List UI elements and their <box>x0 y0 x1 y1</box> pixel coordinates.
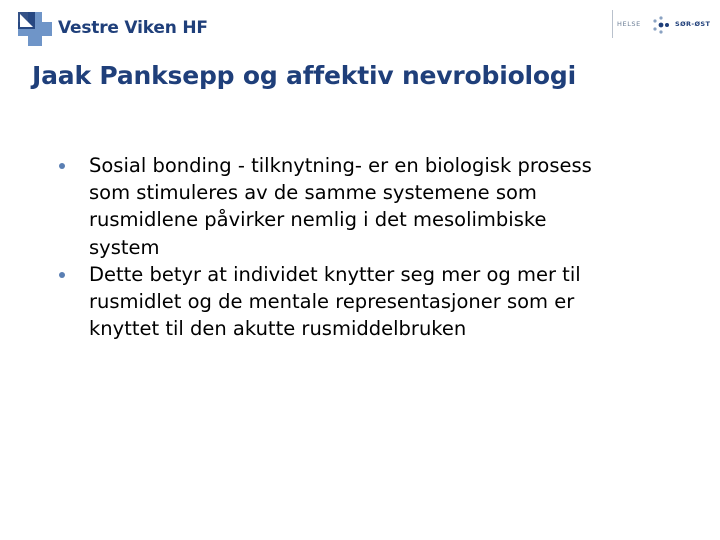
vestre-viken-logo <box>18 12 208 48</box>
bullet-item <box>57 261 597 343</box>
org-name: Vestre Viken HF <box>58 18 208 38</box>
bullet-item <box>57 152 597 261</box>
bullet-list <box>57 152 597 342</box>
vestre-viken-cross-icon <box>18 12 52 46</box>
logo-divider <box>612 10 613 38</box>
bullet-text: Sosial bonding - tilknytning- er en biologisk prosess som stimuleres av de samme systemene som rusmidlene påvirker nemlig i det mesolimbiske system <box>89 154 592 259</box>
helse-sor-ost-logo <box>612 10 716 38</box>
slide-title: Jaak Panksepp og affektiv nevrobiologi <box>32 61 576 90</box>
helse-dots-icon <box>650 14 672 36</box>
partner-logo-left-text: HELSE <box>617 20 641 28</box>
bullet-text: Dette betyr at individet knytter seg mer og mer til rusmidlet og de mentale representasjoner som er knyttet til den akutte rusmiddelbruken <box>89 262 581 341</box>
bullet-dot-icon <box>59 163 65 169</box>
bullet-dot-icon <box>59 272 65 278</box>
partner-logo-right-text: SØR-ØST <box>675 20 711 28</box>
